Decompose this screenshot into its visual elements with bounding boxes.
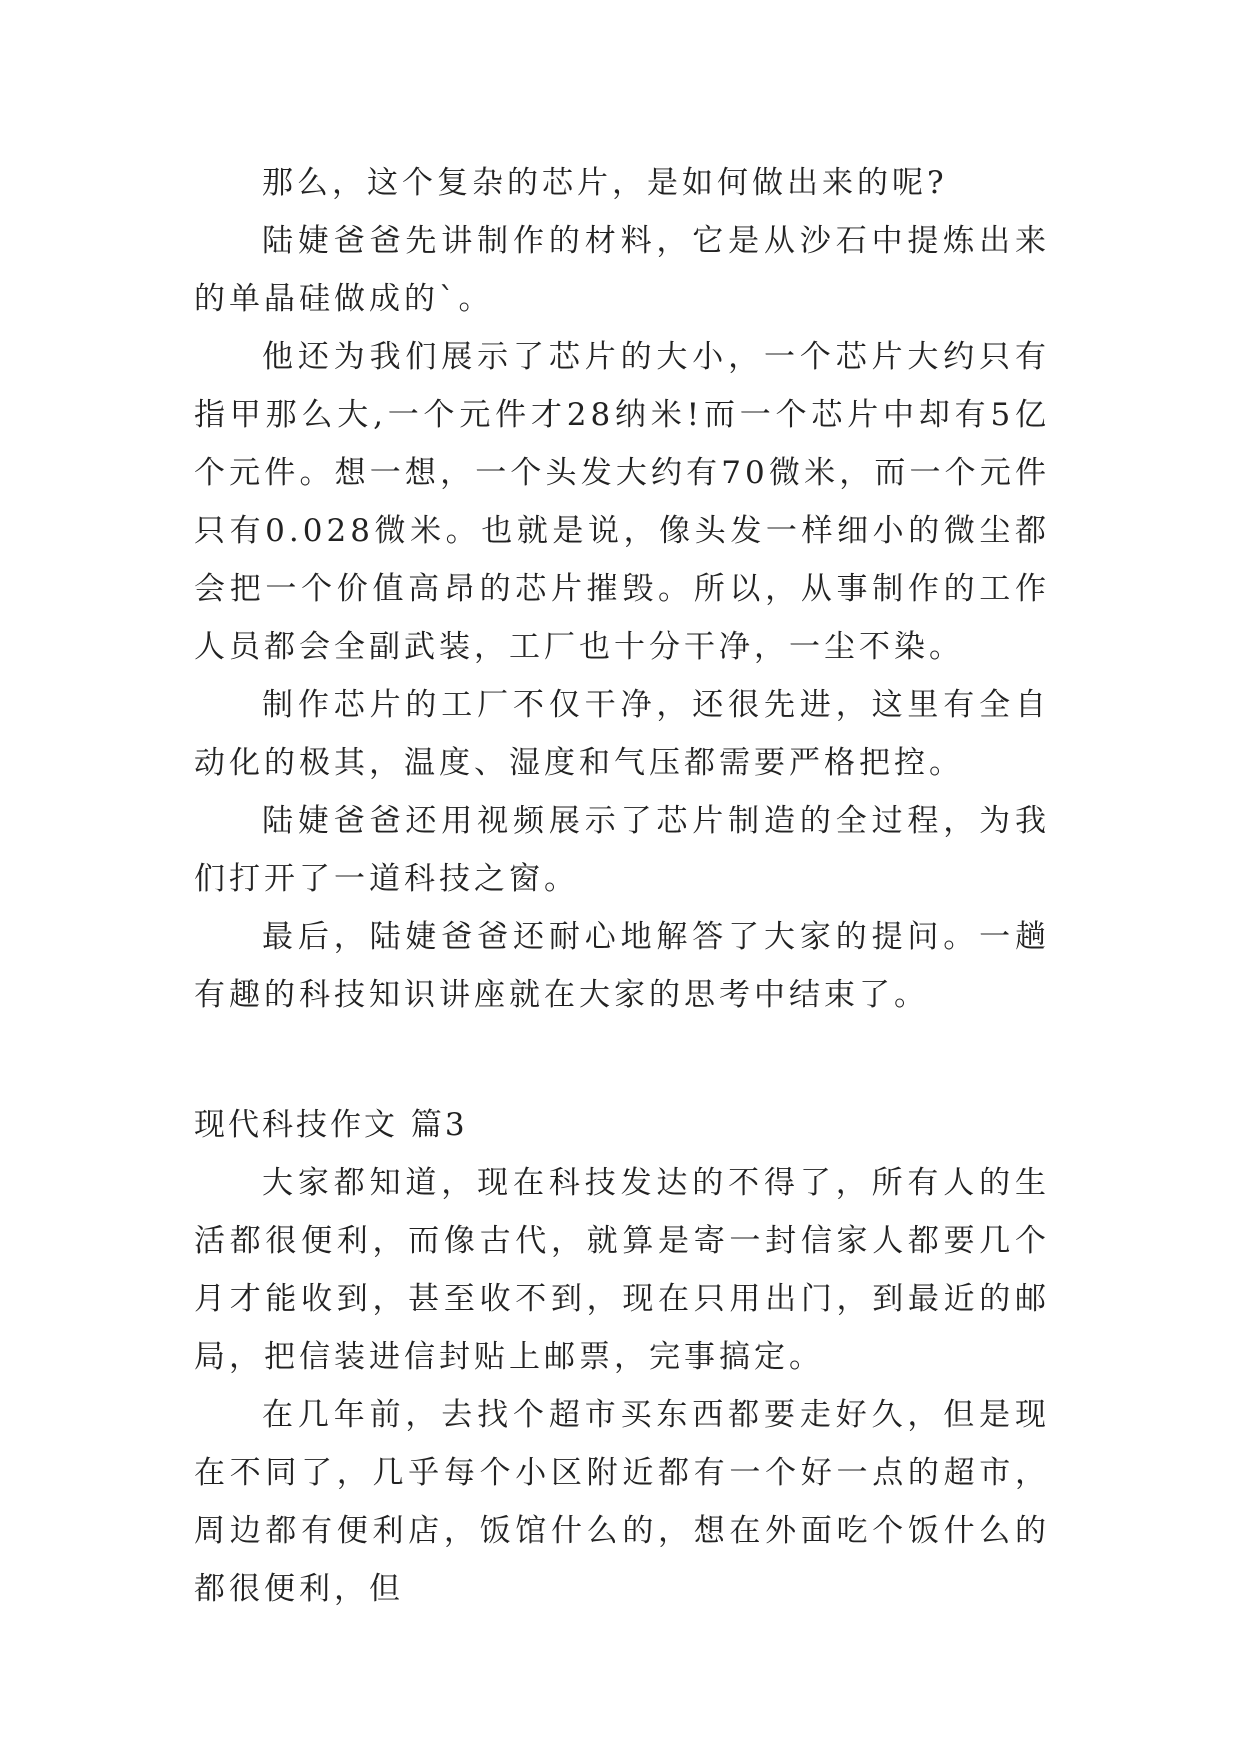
section-heading: 现代科技作文 篇3 bbox=[194, 1107, 468, 1143]
document-body bbox=[194, 154, 1050, 1618]
paragraph: 在几年前，去找个超市买东西都要走好久，但是现在不同了，几乎每个小区附近都有一个好一点的超市，周边都有便利店，饭馆什么的，想在外面吃个饭什么的都很便利，但 bbox=[194, 1397, 1050, 1607]
paragraph: 大家都知道，现在科技发达的不得了，所有人的生活都很便利，而像古代，就算是寄一封信家人都要几个月才能收到，甚至收不到，现在只用出门，到最近的邮局，把信装进信封贴上邮票，完事搞定。 bbox=[194, 1165, 1050, 1375]
paragraph: 陆婕爸爸还用视频展示了芯片制造的全过程，为我们打开了一道科技之窗。 bbox=[194, 803, 1050, 897]
paragraph: 制作芯片的工厂不仅干净，还很先进，这里有全自动化的极其，温度、湿度和气压都需要严格把控。 bbox=[194, 687, 1050, 781]
paragraph: 他还为我们展示了芯片的大小，一个芯片大约只有指甲那么大,一个元件才28纳米!而一个芯片中却有5亿个元件。想一想，一个头发大约有70微米，而一个元件只有0.028微米。也就是说，像头发一样细小的微尘都会把一个价值高昂的芯片摧毁。所以，从事制作的工作人员都会全副武装，工厂也十分干净，一尘不染。 bbox=[194, 339, 1050, 665]
paragraph: 陆婕爸爸先讲制作的材料，它是从沙石中提炼出来的单晶硅做成的`。 bbox=[194, 223, 1050, 317]
paragraph: 那么，这个复杂的芯片，是如何做出来的呢? bbox=[262, 165, 948, 201]
paragraph: 最后，陆婕爸爸还耐心地解答了大家的提问。一趟有趣的科技知识讲座就在大家的思考中结束了。 bbox=[194, 919, 1050, 1013]
